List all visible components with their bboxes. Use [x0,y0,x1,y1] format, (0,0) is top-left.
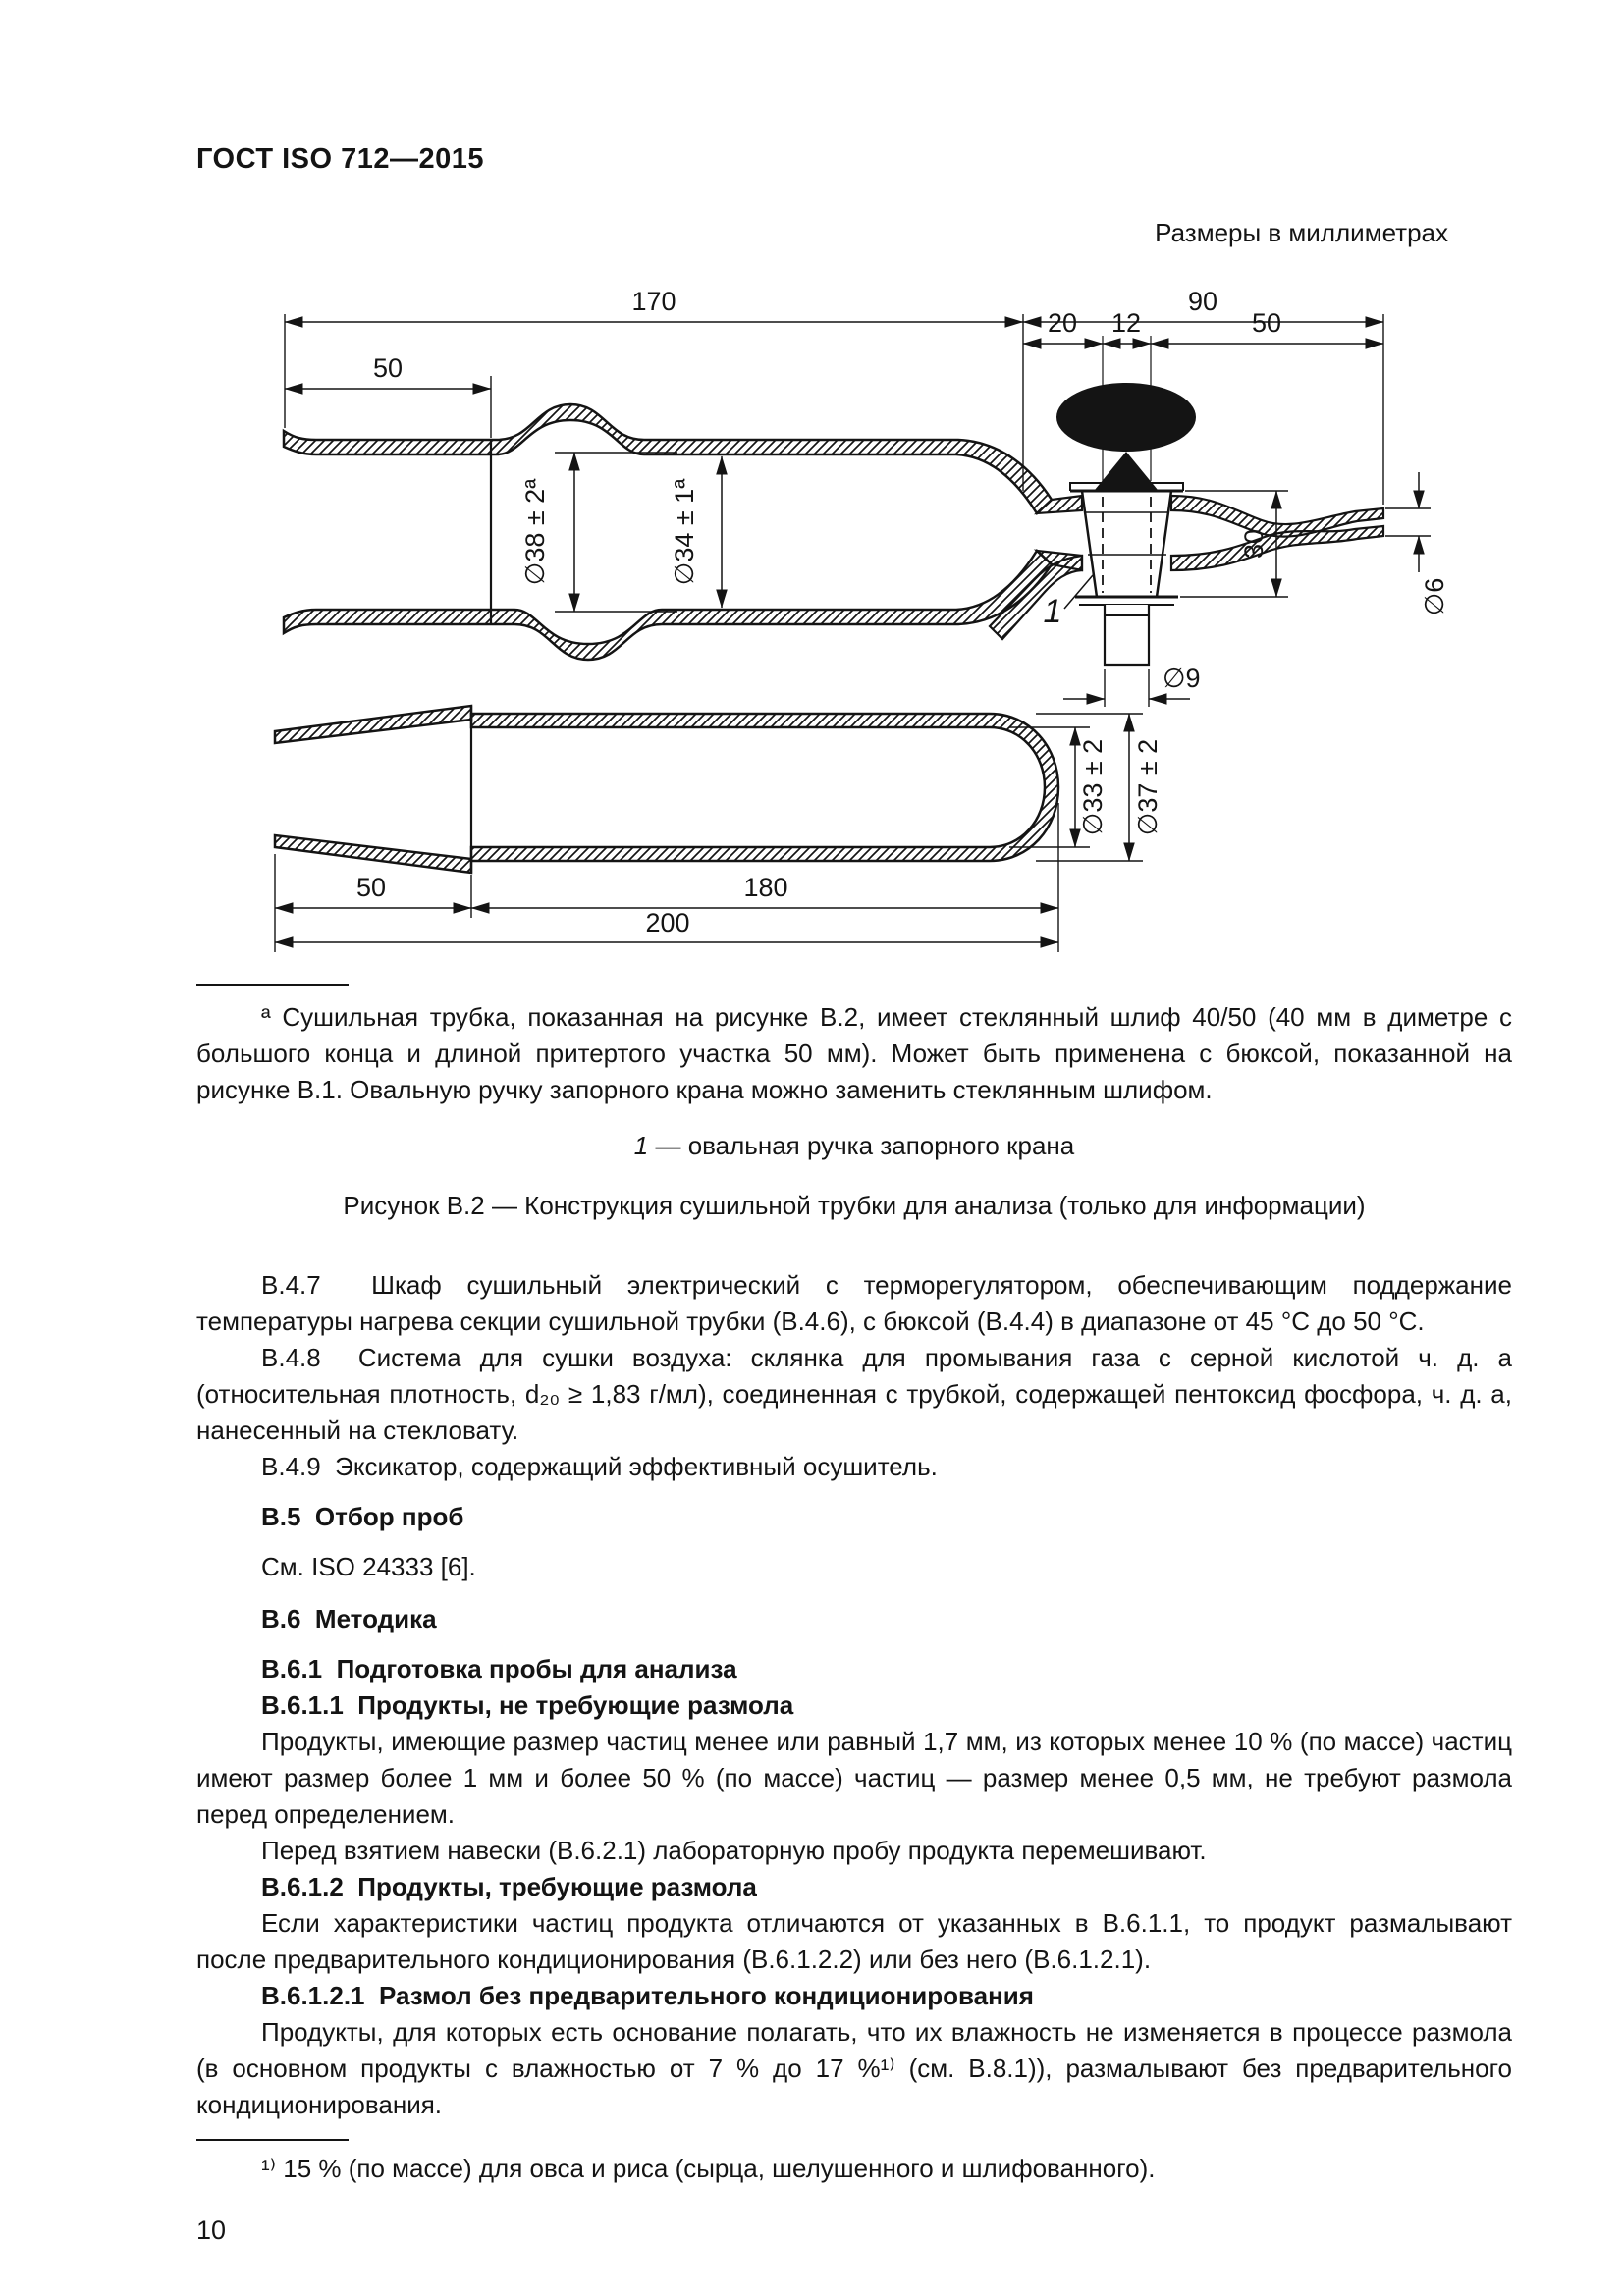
stopcock-plug [1082,491,1171,597]
btube-cone-bottom [275,835,471,873]
footnote-divider [196,984,349,986]
paragraph-b48: В.4.8 Система для сушки воздуха: склянка для промывания газа с серной кислотой ч. д. а (относительная плотность, d₂₀ ≥ 1,83 г/мл), соединенная с трубкой, содержащей пентоксид фосфора, ч. д. а, нанесенный на стекловату. [196,1343,1512,1445]
callout-1-label: 1 [1043,593,1062,630]
dim-50-top-label: 50 [372,353,404,383]
paragraph-b611b: Перед взятием навески (В.6.2.1) лабораторную пробу продукта перемешивают. [261,1836,1207,1865]
units-note: Размеры в миллиметрах [1155,218,1448,247]
figure-b2-drawing [147,273,1483,989]
legend-number: 1 [633,1131,649,1160]
page-number: 10 [196,2216,227,2245]
paragraph-b5: См. ISO 24333 [6]. [261,1552,476,1581]
heading-b6: В.6 Методика [261,1604,437,1633]
side-arm-bottom [1171,526,1383,570]
dim-90-label: 90 [1187,287,1218,316]
dim-20-label: 20 [1047,308,1078,338]
page-title: ГОСТ ISO 712—2015 [196,143,485,175]
dim-200-label: 200 [645,908,690,937]
legend-text: — овальная ручка запорного крана [655,1131,1075,1160]
dim-180-label: 180 [743,873,788,902]
dim-dia37-label: ∅37 ± 2 [1133,738,1163,836]
figure-caption: Рисунок В.2 — Конструкция сушильной трубки для анализа (только для информации) [343,1191,1366,1220]
dim-dia38-label: ∅38 ± 2ª [520,478,550,586]
dim-50-right-label: 50 [1251,308,1282,338]
dim-dia9-label: ∅9 [1163,664,1201,693]
footnote-1: ¹⁾ 15 % (по массе) для овса и риса (сырца, шелушенного и шлифованного). [261,2154,1156,2183]
heading-b611: В.6.1.1 Продукты, не требующие размола [261,1690,794,1720]
heading-b612: В.6.1.2 Продукты, требующие размола [261,1872,757,1901]
paragraph-b49: В.4.9 Эксикатор, содержащий эффективный осушитель. [261,1452,938,1481]
dim-170-label: 170 [631,287,676,316]
tube-bottom-wall [284,551,1052,660]
btube-body [471,714,1058,861]
drying-tube-diagram [147,273,1483,989]
plug-stem [1105,605,1149,665]
dim-dia33-label: ∅33 ± 2 [1078,738,1108,836]
paragraph-b611a: Продукты, имеющие размер частиц менее или равный 1,7 мм, из которых менее 10 % (по массе) частиц имеют размер более 1 мм и более 50 % (по массе) частиц — размер менее 0,5 мм, не требуют размола перед определением. [196,1727,1512,1829]
callout-1-leader [1064,575,1093,609]
dim-50-bottom-label: 50 [355,873,387,902]
stopcock-handle [1056,383,1196,452]
dim-30-label: 30 [1239,528,1269,560]
dim-dia34-label: ∅34 ± 1ª [670,478,699,586]
stopcock-handle-neck [1095,452,1158,490]
footnote-divider-bottom [196,2139,349,2141]
heading-b61: В.6.1 Подготовка пробы для анализа [261,1654,737,1683]
tube-top-wall [284,404,1052,513]
figure-legend [196,1128,1512,1164]
paragraph-b6121: Продукты, для которых есть основание полагать, что их влажность не изменяется в процессе размола (в основном продукты с влажностью от 7 % до 17 %¹⁾ (см. В.8.1)), размалывают без предварительного кондиционирования. [196,2017,1512,2119]
text-column [196,984,1512,2249]
btube-cone-top [275,706,471,743]
heading-b5: В.5 Отбор проб [261,1502,464,1531]
figure-footnote-a: ª Сушильная трубка, показанная на рисунке В.2, имеет стеклянный шлиф 40/50 (40 мм в диметре с большого конца и длиной притертого участка 50 мм). Может быть применена с бюксой, показанной на рисунке В.1. Овальную ручку запорного крана можно заменить стеклянным шлифом. [196,1002,1512,1104]
heading-b6121: В.6.1.2.1 Размол без предварительного кондиционирования [261,1981,1034,2010]
dim-dia6-label: ∅6 [1420,577,1449,616]
dim-12-label: 12 [1110,308,1142,338]
paragraph-b47: В.4.7 Шкаф сушильный электрический с терморегулятором, обеспечивающим поддержание температуры нагрева секции сушильной трубки (В.4.6), с бюксой (В.4.4) в диапазоне от 45 °С до 50 °С. [196,1270,1512,1336]
paragraph-b612: Если характеристики частиц продукта отличаются от указанных в В.6.1.1, то продукт размалывают после предварительного кондиционирования (В.6.1.2.2) или без него (В.6.1.2.1). [196,1908,1512,1974]
